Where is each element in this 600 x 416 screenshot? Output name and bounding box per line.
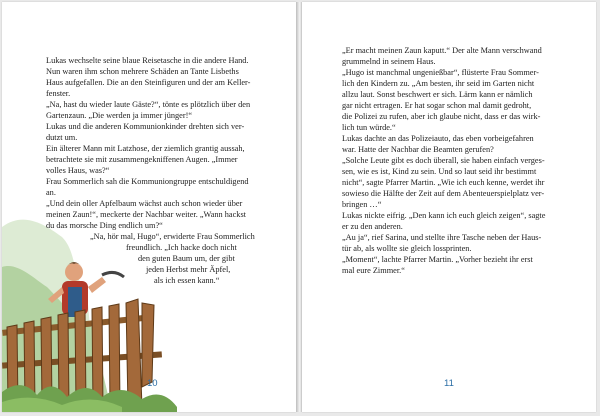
text-line: jeden Herbst mehr Äpfel, [146, 265, 231, 274]
text-line: gar nicht ertragen. Er hat sogar schon mal damit gedroht, [342, 101, 532, 110]
text-line: volles Haus, was?“ [46, 166, 110, 175]
right-page [302, 2, 596, 412]
text-line: fenster. [46, 89, 71, 98]
text-line: bringen …“ [342, 200, 382, 209]
text-line: „Na, hast du wieder laute Gäste?“, tönte es plötzlich über den [46, 100, 251, 109]
text-line: Lukas und die anderen Kommunionkinder drehten sich ver- [46, 122, 245, 131]
text-line: dutzt um. [46, 133, 78, 142]
text-line: „Hugo ist manchmal ungenießbar“, flüsterte Frau Sommer- [342, 68, 539, 77]
left-page [2, 2, 296, 412]
text-line: freundlich. „Ich hacke doch nicht [126, 243, 237, 252]
text-line: grummelnd in seinem Haus. [342, 57, 436, 66]
text-line: den guten Baum um, der gibt [138, 254, 235, 263]
text-line: „Au ja“, rief Sarina, und stellte ihre Tasche neben der Haus- [342, 233, 542, 242]
text-line: lich den Kindern zu. „Am besten, ihr seid im Garten nicht [342, 79, 535, 88]
text-line: meinen Zaun!“, meckerte der Nachbar weiter. „Wann hackst [46, 210, 246, 219]
text-line: Ein älterer Mann mit Latzhose, der ziemlich grantig aussah, [46, 144, 245, 153]
text-line: „Solche Leute gibt es doch überall, sie haben einfach verges- [342, 156, 545, 165]
page-number: 11 [444, 378, 454, 389]
text-line: die Polizei zu rufen, aber ich glaube nicht, dass er das wirk- [342, 112, 541, 121]
text-line: sowieso die Hälfte der Zeit auf dem Abenteuerspielplatz ver- [342, 189, 545, 198]
text-line: allzu laut. Sonst beschwert er sich. Lärm kann er nämlich [342, 90, 533, 99]
text-line: sen, wie es ist, Kind zu sein. Und so laut seid ihr bestimmt [342, 167, 537, 176]
page-number: 10 [147, 378, 158, 389]
text-line: Gartenzaun. „Die werden ja immer jünger!“ [46, 111, 193, 120]
text-line: „Er macht meinen Zaun kaputt.“ Der alte Mann verschwand [342, 46, 542, 55]
right-page-text [342, 45, 554, 276]
text-line: du das morsche Ding endlich um?“ [46, 221, 163, 230]
text-line: Lukas nickte eifrig. „Den kann ich euch gleich zeigen“, sagte [342, 211, 546, 220]
text-line: nicht“, sagte Pfarrer Martin. „Wie ich euch kenne, werdet ihr [342, 178, 545, 187]
text-line: an. [46, 188, 56, 197]
text-line: tür ab, als wollte sie gleich lossprinten. [342, 244, 472, 253]
text-line: „Na, hör mal, Hugo“, erwiderte Frau Sommerlich [90, 232, 255, 241]
text-line: Haus aufgefallen. Die an den Steinfiguren und der am Keller- [46, 78, 251, 87]
left-page-text [46, 55, 258, 286]
text-line: als ich essen kann.“ [154, 276, 220, 285]
text-line: war. Hatte der Nachbar die Beamten gerufen? [342, 145, 494, 154]
text-line: er zu den anderen. [342, 222, 403, 231]
text-line: lich tun würde.“ [342, 123, 396, 132]
text-line: Nun waren ihm schon mehrere Schäden an Tante Lisbeths [46, 67, 239, 76]
text-line: Lukas wechselte seine blaue Reisetasche in die andere Hand. [46, 56, 249, 65]
text-line: „Moment“, lachte Pfarrer Martin. „Vorher bezieht ihr erst [342, 255, 533, 264]
text-line: mal eure Zimmer.“ [342, 266, 405, 275]
text-line: Frau Sommerlich sah die Kommuniongruppe entschuldigend [46, 177, 249, 186]
text-line: Lukas dachte an das Polizeiauto, das eben vorbeigefahren [342, 134, 534, 143]
text-line: „Und dein oller Apfelbaum wächst auch schon wieder über [46, 199, 243, 208]
text-line: betrachtete sie mit zusammengekniffenen Augen. „Immer [46, 155, 238, 164]
